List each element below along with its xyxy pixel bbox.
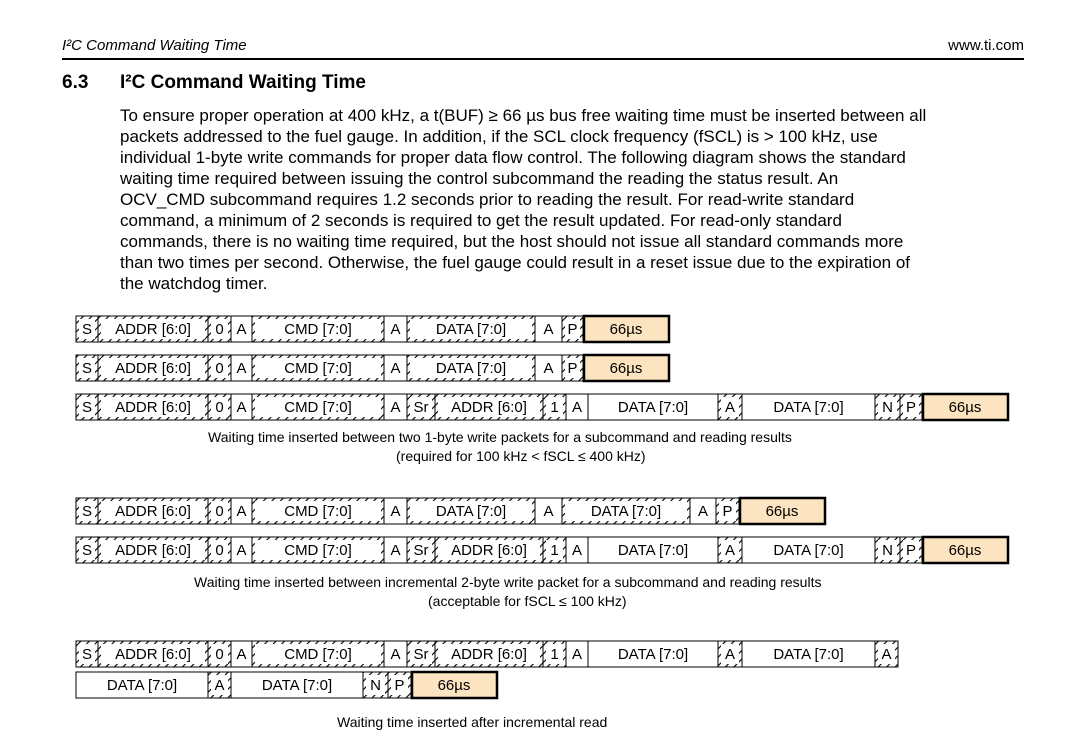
field-label: A bbox=[236, 360, 247, 377]
field-label: 0 bbox=[215, 321, 224, 338]
field-label: Sr bbox=[413, 542, 429, 559]
field-label: ADDR [6:0] bbox=[115, 399, 191, 416]
field-label: DATA [7:0] bbox=[617, 399, 689, 416]
field-label: DATA [7:0] bbox=[261, 677, 333, 694]
field-label: A bbox=[390, 360, 401, 377]
field-label: A bbox=[724, 399, 736, 416]
running-header-title: I²C Command Waiting Time bbox=[62, 37, 247, 54]
field-label: ADDR [6:0] bbox=[115, 321, 191, 338]
paragraph-line: individual 1-byte write commands for proper data flow control. The following diagram shows the standard bbox=[120, 148, 906, 167]
field-label: DATA [7:0] bbox=[773, 542, 844, 559]
field-label: DATA [7:0] bbox=[435, 503, 507, 520]
paragraph-line: To ensure proper operation at 400 kHz, a t(BUF) ≥ 66 µs bus free waiting time must be inserted between all bbox=[120, 106, 927, 125]
field-label: A bbox=[571, 646, 583, 663]
packet-row bbox=[76, 498, 825, 524]
wait-time-label: 66µs bbox=[948, 399, 982, 416]
field-label: ADDR [6:0] bbox=[115, 542, 191, 559]
field-label: DATA [7:0] bbox=[106, 677, 178, 694]
field-label: ADDR [6:0] bbox=[115, 360, 191, 377]
field-label: S bbox=[81, 399, 93, 416]
packet-row bbox=[76, 394, 1008, 420]
section-number: 6.3 bbox=[62, 72, 89, 93]
wait-time-label: 66µs bbox=[609, 360, 643, 377]
field-label: A bbox=[571, 399, 583, 416]
field-label: S bbox=[81, 646, 93, 663]
field-label: A bbox=[543, 321, 554, 338]
field-label: S bbox=[81, 542, 93, 559]
packet-row bbox=[76, 672, 497, 698]
field-label: A bbox=[390, 399, 401, 416]
wait-time-label: 66µs bbox=[948, 542, 982, 559]
caption-1-line-2: (required for 100 kHz < fSCL ≤ 400 kHz) bbox=[396, 448, 646, 464]
field-label: S bbox=[81, 360, 93, 377]
field-label: A bbox=[236, 503, 247, 520]
field-label: P bbox=[567, 360, 578, 377]
field-label: 1 bbox=[550, 646, 559, 663]
field-label: A bbox=[724, 646, 736, 663]
field-label: CMD [7:0] bbox=[284, 542, 352, 559]
packet-row bbox=[76, 355, 669, 381]
paragraph-line: than two times per second. Otherwise, the fuel gauge could result in a reset issue due to the expiration of bbox=[120, 253, 911, 272]
field-label: Sr bbox=[413, 646, 429, 663]
field-label: CMD [7:0] bbox=[284, 399, 352, 416]
field-label: ADDR [6:0] bbox=[451, 399, 527, 416]
field-label: A bbox=[236, 542, 247, 559]
field-label: P bbox=[905, 399, 917, 416]
wait-time-label: 66µs bbox=[437, 677, 471, 694]
field-label: DATA [7:0] bbox=[773, 646, 844, 663]
field-label: A bbox=[697, 503, 709, 520]
field-label: S bbox=[81, 503, 93, 520]
paragraph-line: waiting time required between issuing the control subcommand the reading the status result. An bbox=[120, 169, 839, 188]
paragraph-line: command, a minimum of 2 seconds is required to get the result updated. For read-only standard bbox=[120, 211, 842, 230]
wait-time-label: 66µs bbox=[765, 503, 799, 520]
field-label: N bbox=[882, 542, 893, 559]
paragraph-line: OCV_CMD subcommand requires 1.2 seconds prior to reading the result. For read-write standard bbox=[120, 190, 855, 209]
field-label: CMD [7:0] bbox=[284, 360, 352, 377]
field-label: 0 bbox=[215, 542, 224, 559]
field-label: CMD [7:0] bbox=[284, 646, 352, 663]
field-label: DATA [7:0] bbox=[590, 503, 662, 520]
paragraph-line: commands, there is no waiting time required, but the host should not issue all standard commands more bbox=[120, 232, 904, 251]
field-label: A bbox=[236, 399, 247, 416]
field-label: 0 bbox=[215, 646, 224, 663]
field-label: N bbox=[370, 677, 381, 694]
paragraph-line: packets addressed to the fuel gauge. In addition, if the SCL clock frequency (fSCL) is > 100 kHz, use bbox=[120, 127, 878, 146]
field-label: ADDR [6:0] bbox=[451, 646, 527, 663]
field-label: A bbox=[543, 360, 554, 377]
field-label: 0 bbox=[215, 503, 224, 520]
field-label: A bbox=[881, 646, 892, 663]
field-label: ADDR [6:0] bbox=[451, 542, 527, 559]
field-label: DATA [7:0] bbox=[773, 399, 844, 416]
field-label: P bbox=[394, 677, 405, 694]
field-label: DATA [7:0] bbox=[435, 321, 507, 338]
field-label: DATA [7:0] bbox=[435, 360, 507, 377]
field-label: A bbox=[724, 542, 736, 559]
running-header-site[interactable]: www.ti.com bbox=[948, 37, 1024, 54]
field-label: N bbox=[882, 399, 893, 416]
field-label: DATA [7:0] bbox=[617, 646, 689, 663]
field-label: ADDR [6:0] bbox=[115, 503, 191, 520]
packet-row bbox=[76, 537, 1008, 563]
caption-3: Waiting time inserted after incremental read bbox=[337, 714, 608, 730]
field-label: 1 bbox=[550, 399, 559, 416]
field-label: A bbox=[571, 542, 583, 559]
field-label: A bbox=[390, 503, 401, 520]
field-label: A bbox=[390, 646, 401, 663]
field-label: 0 bbox=[215, 360, 224, 377]
field-label: Sr bbox=[413, 399, 429, 416]
field-label: A bbox=[390, 542, 401, 559]
field-label: S bbox=[81, 321, 93, 338]
field-label: A bbox=[236, 321, 247, 338]
field-label: A bbox=[543, 503, 554, 520]
caption-2-line-2: (acceptable for fSCL ≤ 100 kHz) bbox=[428, 593, 627, 609]
field-label: P bbox=[567, 321, 578, 338]
caption-1-line-1: Waiting time inserted between two 1-byte write packets for a subcommand and reading results bbox=[208, 429, 792, 445]
field-label: ADDR [6:0] bbox=[115, 646, 191, 663]
field-label: 0 bbox=[215, 399, 224, 416]
field-label: DATA [7:0] bbox=[617, 542, 689, 559]
paragraph-line: the watchdog timer. bbox=[120, 274, 268, 293]
wait-time-label: 66µs bbox=[609, 321, 643, 338]
field-label: A bbox=[390, 321, 401, 338]
packet-row bbox=[76, 641, 898, 667]
packet-row bbox=[76, 316, 669, 342]
field-label: A bbox=[236, 646, 247, 663]
field-label: CMD [7:0] bbox=[284, 503, 352, 520]
caption-2-line-1: Waiting time inserted between incremental 2-byte write packet for a subcommand and reading results bbox=[194, 574, 822, 590]
field-label: CMD [7:0] bbox=[284, 321, 352, 338]
field-label: 1 bbox=[550, 542, 559, 559]
field-label: P bbox=[722, 503, 733, 520]
field-label: A bbox=[214, 677, 225, 694]
field-label: P bbox=[905, 542, 917, 559]
section-title: I²C Command Waiting Time bbox=[120, 72, 366, 93]
